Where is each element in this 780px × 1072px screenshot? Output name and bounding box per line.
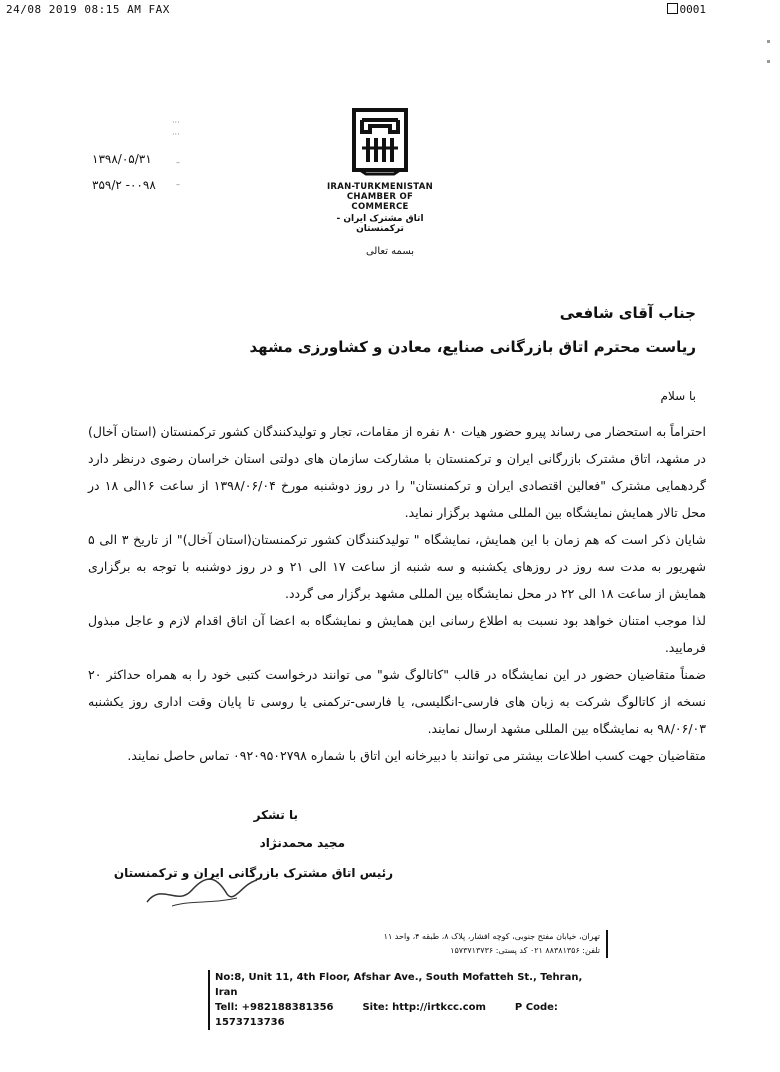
body-paragraph-3: لذا موجب امتنان خواهد بود نسبت به اطلاع رسانی این همایش و نمایشگاه به اعضا آن اتاق اقدام لازم و عاجل مبذول فرمایید. <box>88 613 706 655</box>
letter-date: ۱۳۹۸/۰۵/۳۱ <box>92 152 152 166</box>
body-paragraph-2: شایان ذکر است که هم زمان با این همایش، نمایشگاه " تولیدکنندگان کشور ترکمنستان(استان آخال)" از تاریخ ۳ الی ۵ شهریور به مدت سه روز در روزهای یکشنبه و سه شنبه از ساعت ۱۷ الی ۲۱ و در روز دوشنبه با توجه به برگزاری همایش از ساعت ۱۸ الی ۲۲ در محل نمایشگاه بین المللی مشهد برگزار می گردد. <box>88 532 706 601</box>
letter-body <box>88 418 706 769</box>
footer-site: Site: http://irtkcc.com <box>362 1002 486 1013</box>
fax-page-box-icon <box>667 3 678 14</box>
footer-persian <box>208 930 608 958</box>
fax-page-value: 0001 <box>679 3 706 16</box>
fax-page-number <box>667 3 707 16</box>
recipient-title: ریاست محترم اتاق بازرگانی صنایع، معادن و کشاورزی مشهد <box>249 338 696 356</box>
logo-name-fa: اتاق مشترک ایران - ترکمنستان <box>336 214 424 234</box>
bismillah: بسمه تعالی <box>365 246 415 257</box>
logo-name-en-line2: CHAMBER OF COMMERCE <box>346 192 414 212</box>
logo-name-en-line1: IRAN-TURKMENISTAN <box>326 182 434 192</box>
recipient-name: جناب آقای شافعی <box>559 304 696 322</box>
chamber-emblem-icon <box>350 108 410 176</box>
closing: با تشکر <box>253 808 298 822</box>
meta-label-mark: – <box>176 158 180 167</box>
handwritten-signature <box>142 872 262 912</box>
letter-number: ۰۰۹۸- ۳۵۹/۲ <box>92 178 156 192</box>
fax-header: 24/08 2019 08:15 AM FAX <box>6 3 170 16</box>
scan-mark <box>767 40 770 43</box>
scan-mark <box>767 60 770 63</box>
footer-english <box>208 970 595 1030</box>
footer-contact-line <box>215 1000 595 1030</box>
body-paragraph-4: ضمناً متقاضیان حضور در این نمایشگاه در قالب "کاتالوگ شو" می توانند درخواست کتبی خود را به همراه حداکثر ۲۰ نسخه از کاتالوگ شرکت به زبان های فارسی-انگلیسی، یا فارسی-ترکمنی یا روسی تا پایان وقت اداری روز یکشنبه ۹۸/۰۶/۰۳ به نمایشگاه بین المللی مشهد ارسال نمایند. <box>88 667 706 736</box>
footer-tel: Tell: +982188381356 <box>215 1002 334 1013</box>
meta-label-mark: – <box>176 180 180 189</box>
greeting: با سلام <box>660 389 696 403</box>
footer-postcode: P Code: 1573713736 <box>215 1002 558 1028</box>
footer-address-fa: تهران، خیابان مفتح جنوبی، کوچه افشار، پلاک ۸، طبقه ۴، واحد ۱۱ <box>208 930 608 944</box>
signer-title: رئیس اتاق مشترک بازرگانی ایران و ترکمنستان <box>113 866 393 880</box>
meta-label-mark: ··· <box>172 118 180 127</box>
meta-label-mark: ··· <box>172 130 180 139</box>
body-paragraph-1: احتراماً به استحضار می رساند پیرو حضور هیات ۸۰ نفره از مقامات، تجار و تولیدکنندگان کشور ترکمنستان (استان آخال) در مشهد، اتاق مشترک بازرگانی ایران و ترکمنستان با مشارکت سازمان های دولتی استان خراسان رضوی درنظر دارد گردهمایی مشترک "فعالین اقتصادی ایران و ترکمنستان" را در روز دوشنبه مورخ ۱۳۹۸/۰۶/۰۴ از ساعت ۱۶الی ۱۸ در محل تالار همایش نمایشگاه بین المللی مشهد برگزار نماید. <box>88 424 707 520</box>
footer-phone-fa: تلفن: ۸۸۳۸۱۳۵۶ ۰۲۱ کد پستی: ۱۵۷۳۷۱۳۷۳۶ <box>208 944 608 958</box>
footer-address-en: No:8, Unit 11, 4th Floor, Afshar Ave., South Mofatteh St., Tehran, Iran <box>215 972 583 998</box>
chamber-logo <box>325 108 435 234</box>
body-paragraph-5: متقاضیان جهت کسب اطلاعات بیشتر می توانند با دبیرخانه این اتاق با شماره ۰۹۲۰۹۵۰۲۷۹۸ تماس حاصل نمایند. <box>127 748 706 763</box>
signer-name: مجید محمدنژاد <box>259 836 345 850</box>
